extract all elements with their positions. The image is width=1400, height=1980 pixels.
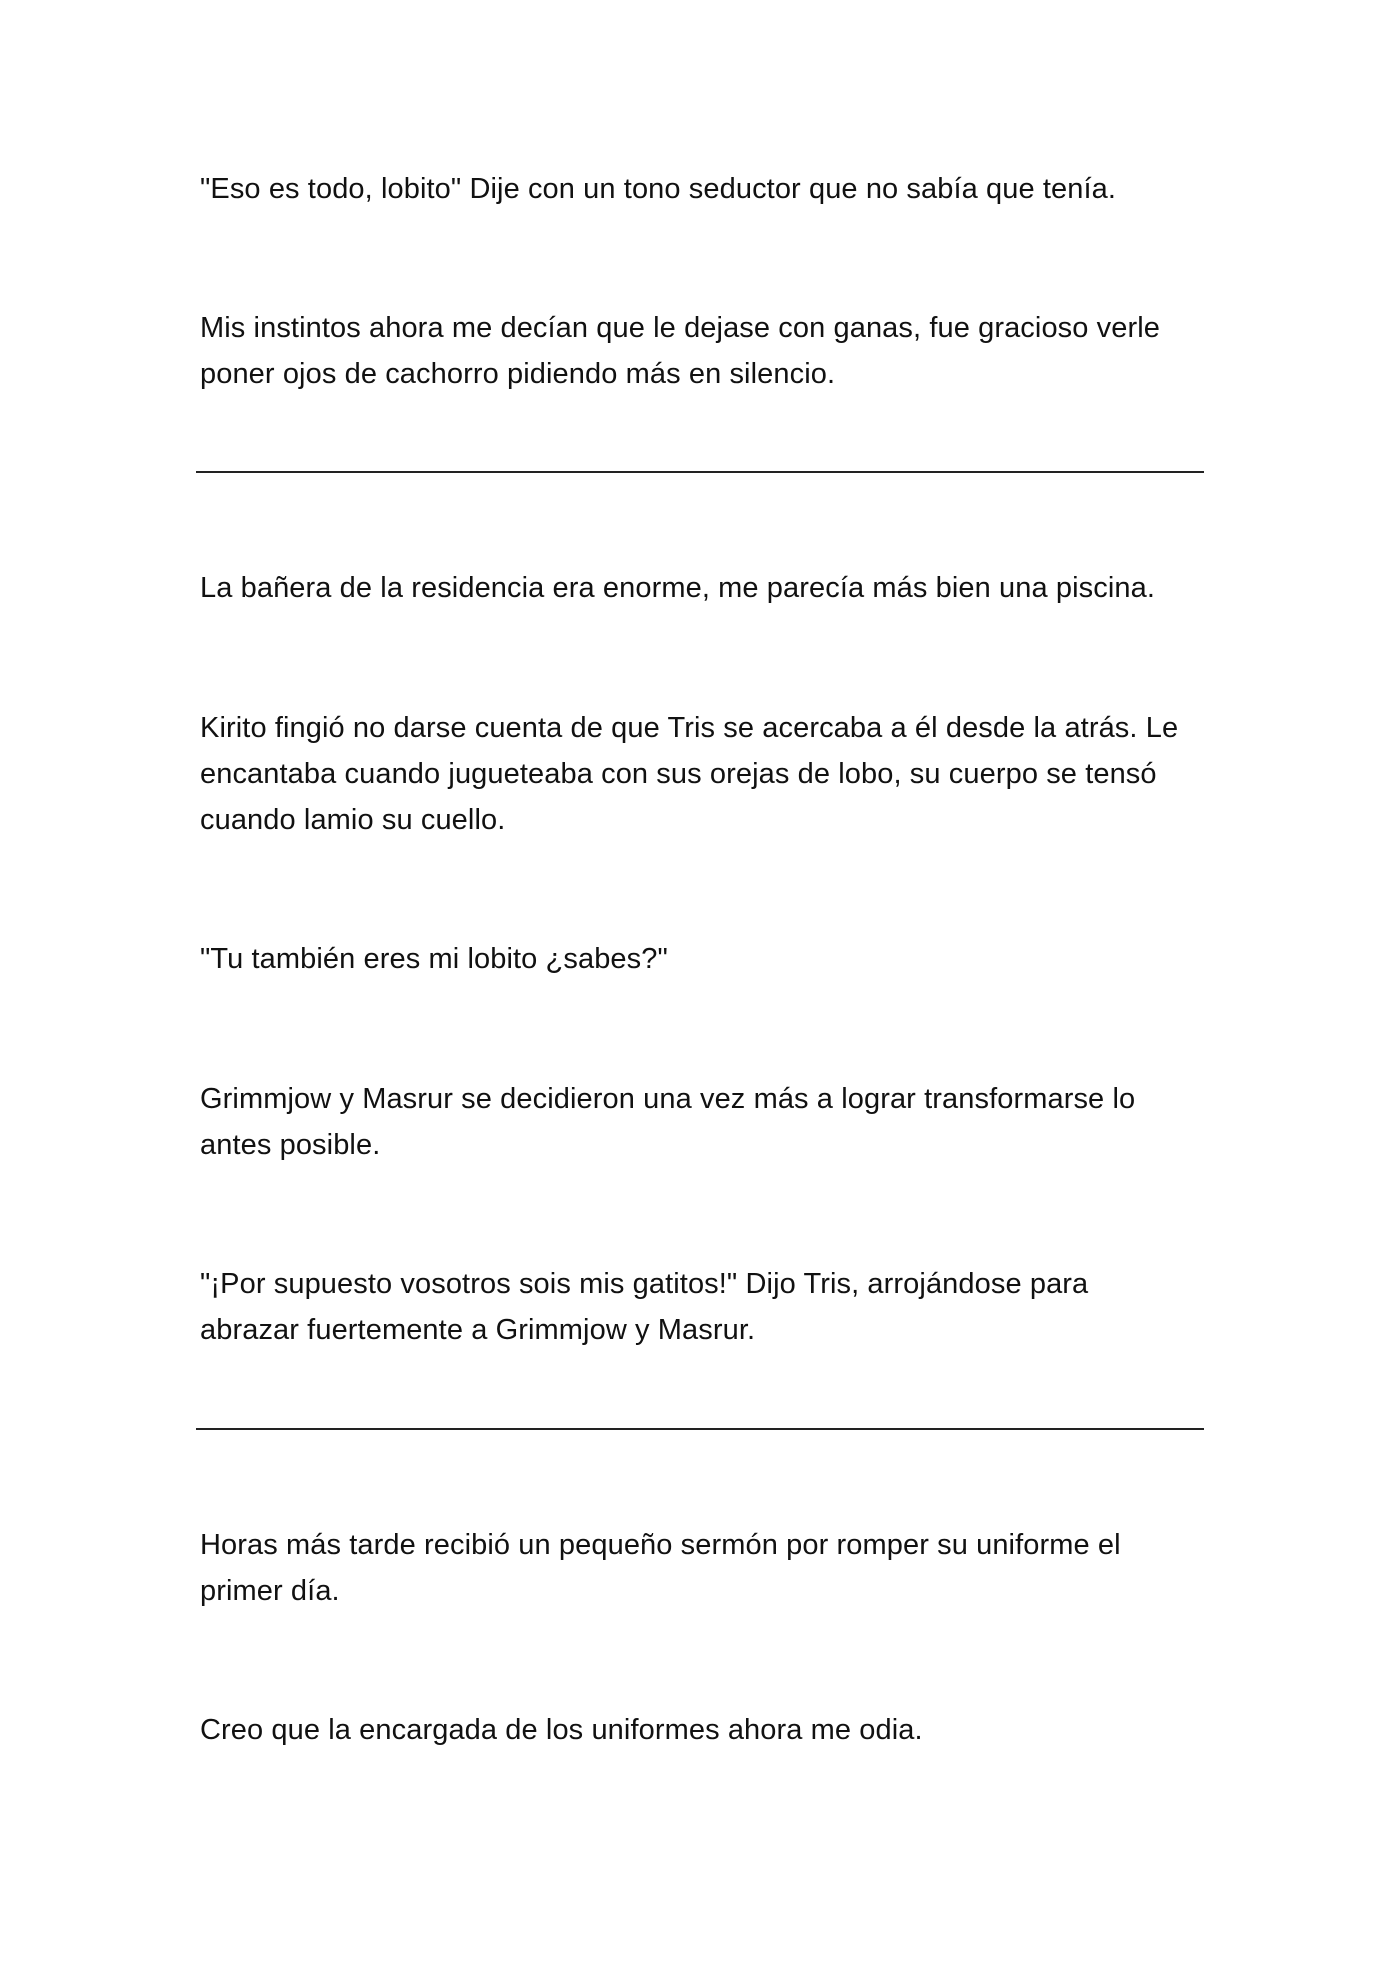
paragraph-4: Kirito fingió no darse cuenta de que Tris se acercaba a él desde la atrás. Le encantaba cuando jugueteaba con sus orejas de lobo, su cuerpo se tensó cuando lamio su cuello. bbox=[200, 712, 1179, 836]
paragraph-7: "¡Por supuesto vosotros sois mis gatitos!" Dijo Tris, arrojándose para abrazar fuertemente a Grimmjow y Masrur. bbox=[200, 1268, 1089, 1346]
paragraph-2: Mis instintos ahora me decían que le dejase con ganas, fue gracioso verle poner ojos de cachorro pidiendo más en silencio. bbox=[200, 312, 1161, 390]
paragraph-9: Creo que la encargada de los uniformes ahora me odia. bbox=[200, 1714, 923, 1746]
paragraph-3: La bañera de la residencia era enorme, me parecía más bien una piscina. bbox=[200, 572, 1155, 604]
paragraph-6: Grimmjow y Masrur se decidieron una vez más a lograr transformarse lo antes posible. bbox=[200, 1083, 1136, 1161]
paragraph-8: Horas más tarde recibió un pequeño sermón por romper su uniforme el primer día. bbox=[200, 1529, 1121, 1607]
paragraph-5: "Tu también eres mi lobito ¿sabes?" bbox=[200, 943, 668, 975]
section-divider-1 bbox=[196, 471, 1204, 473]
section-divider-2 bbox=[196, 1428, 1204, 1430]
paragraph-1: "Eso es todo, lobito" Dije con un tono seductor que no sabía que tenía. bbox=[200, 173, 1117, 205]
